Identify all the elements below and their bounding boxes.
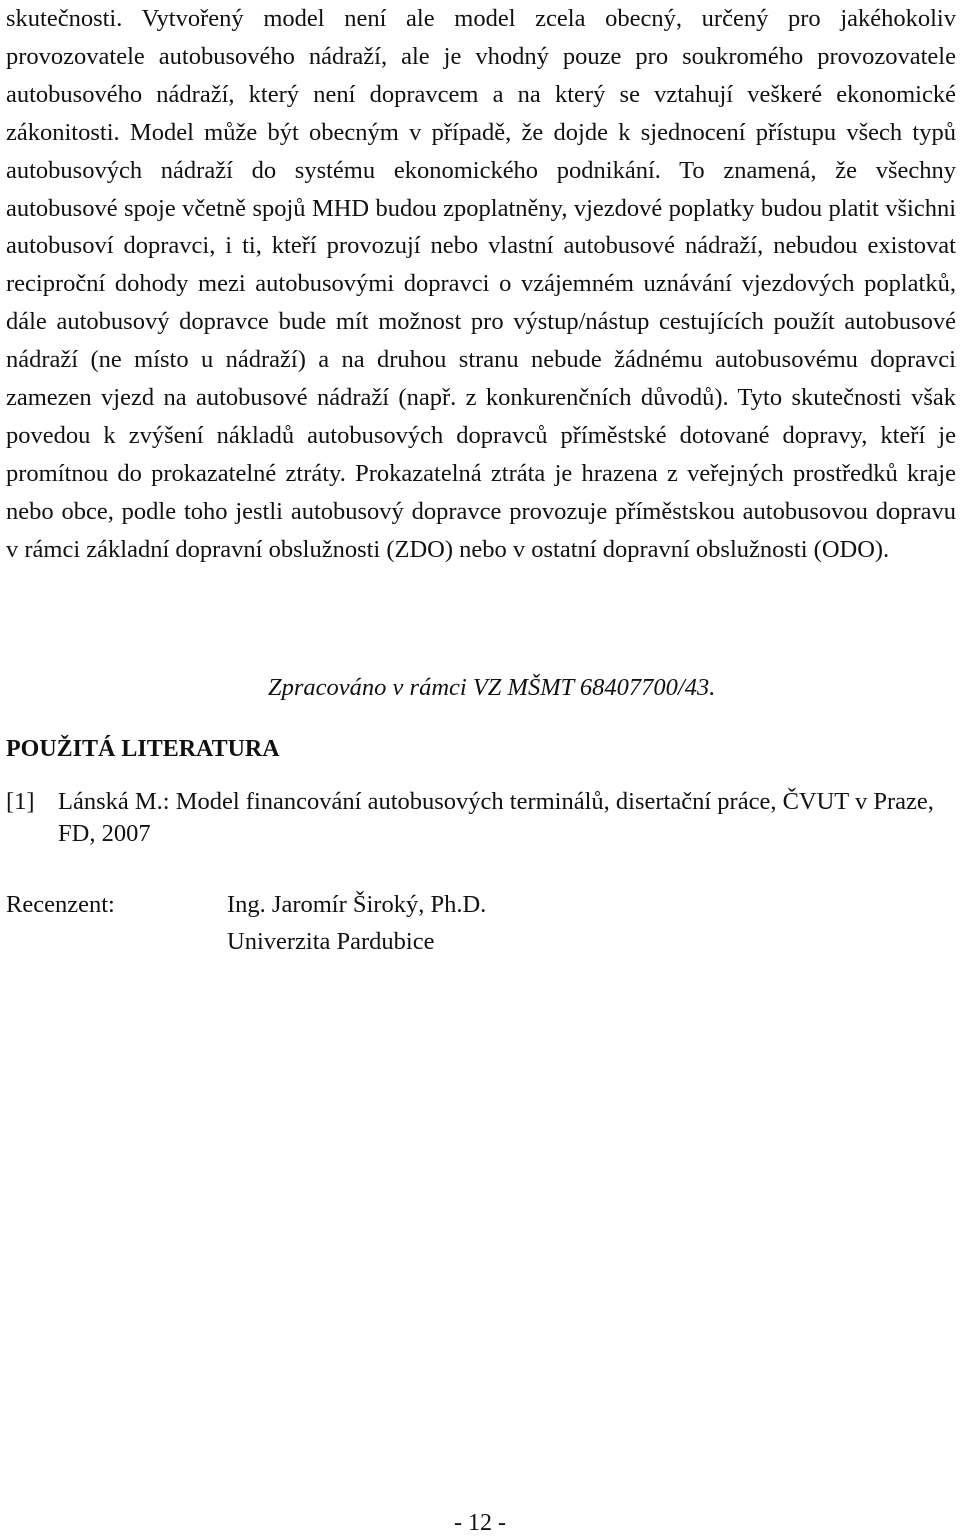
- reference-text: Lánská M.: Model financování autobusových terminálů, disertační práce, ČVUT v Praze, FD, 2007: [58, 788, 934, 847]
- body-paragraph: skutečnosti. Vytvořený model není ale model zcela obecný, určený pro jakéhokoliv provozovatele autobusového nádraží, ale je vhodný pouze pro soukromého provozovatele autobusového nádraží, který není dopravcem a na který se vztahují veškeré ekonomické zákonitosti. Model může být obecným v případě, že dojde k sjednocení přístupu všech typů autobusových nádraží do systému ekonomického podnikání. To znamená, že všechny autobusové spoje včetně spojů MHD budou zpoplatněny, vjezdové poplatky budou platit všichni autobusoví dopravci, i ti, kteří provozují nebo vlastní autobusové nádraží, nebudou existovat reciproční dohody mezi autobusovými dopravci o vzájemném uznávání vjezdových poplatků, dále autobusový dopravce bude mít možnost pro výstup/nástup cestujících použít autobusové nádraží (ne místo u nádraží) a na druhou stranu nebude žádnému autobusovému dopravci zamezen vjezd na autobusové nádraží (např. z konkurenčních důvodů). Tyto skutečnosti však povedou k zvýšení nákladů autobusových dopravců příměstské dotované dopravy, kteří je promítnou do prokazatelné ztráty. Prokazatelná ztráta je hrazena z veřejných prostředků kraje nebo obce, podle toho jestli autobusový dopravce provozuje příměstskou autobusovou dopravu v rámci základní dopravní obslužnosti (ZDO) nebo v ostatní dopravní obslužnosti (ODO).: [6, 5, 956, 563]
- reviewer-institution: Univerzita Pardubice: [227, 928, 435, 955]
- acknowledgement-note: Zpracováno v rámci VZ MŠMT 68407700/43.: [268, 674, 716, 701]
- reference-number: [1]: [6, 788, 35, 815]
- literature-heading: POUŽITÁ LITERATURA: [6, 736, 280, 762]
- reviewer-label: Recenzent:: [6, 891, 115, 918]
- reviewer-name: Ing. Jaromír Široký, Ph.D.: [227, 891, 487, 918]
- page-number: - 12 -: [454, 1510, 506, 1536]
- reviewer-info: [227, 886, 486, 960]
